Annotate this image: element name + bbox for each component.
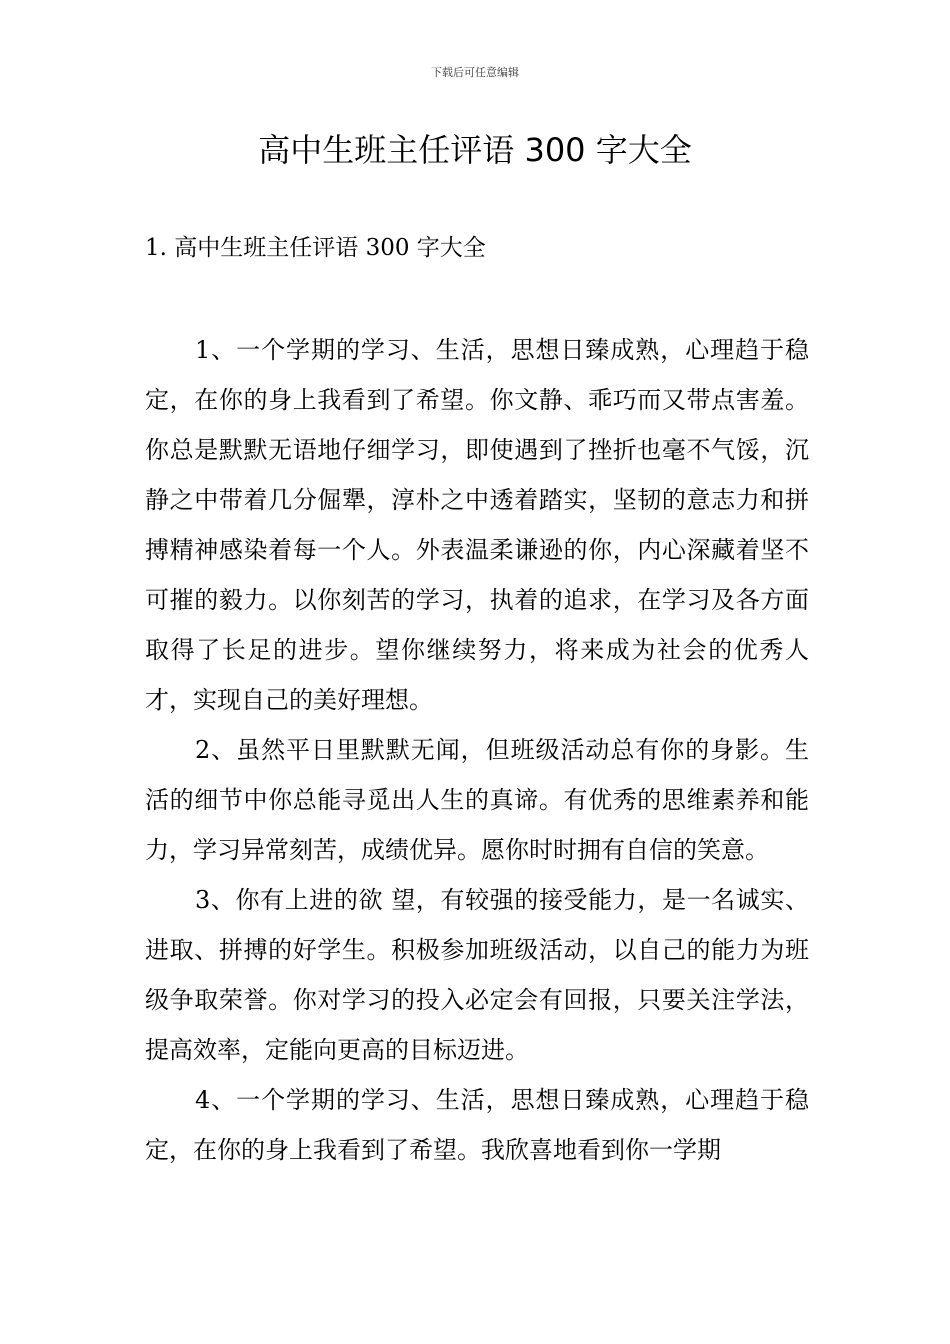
paragraph-4: 4、一个学期的学习、生活，思想日臻成熟，心理趋于稳定，在你的身上我看到了希望。我欣喜地看到你一学期	[145, 1086, 809, 1164]
section-heading: 1. 高中生班主任评语 300 字大全	[145, 235, 486, 261]
paragraph-3: 3、你有上进的欲 望，有较强的接受能力，是一名诚实、进取、拼搏的好学生。积极参加班级活动，以自己的能力为班级争取荣誉。你对学习的投入必定会有回报，只要关注学法，提高效率，定能向更高的目标迈进。	[145, 886, 809, 1064]
document-body	[145, 325, 809, 1175]
paragraph-1: 1、一个学期的学习、生活，思想日臻成熟，心理趋于稳定，在你的身上我看到了希望。你文静、乖巧而又带点害羞。你总是默默无语地仔细学习，即使遇到了挫折也毫不气馁，沉静之中带着几分倔犟，淳朴之中透着踏实，坚韧的意志力和拼搏精神感染着每一个人。外表温柔谦逊的你，内心深藏着坚不可摧的毅力。以你刻苦的学习，执着的追求，在学习及各方面取得了长足的进步。望你继续努力，将来成为社会的优秀人才，实现自己的美好理想。	[145, 336, 809, 714]
document-title: 高中生班主任评语 300 字大全	[258, 131, 692, 169]
paragraph-2: 2、虽然平日里默默无闻，但班级活动总有你的身影。生活的细节中你总能寻觅出人生的真谛。有优秀的思维素养和能力，学习异常刻苦，成绩优异。愿你时时拥有自信的笑意。	[145, 736, 809, 864]
page-header-note: 下载后可任意编辑	[431, 66, 519, 79]
